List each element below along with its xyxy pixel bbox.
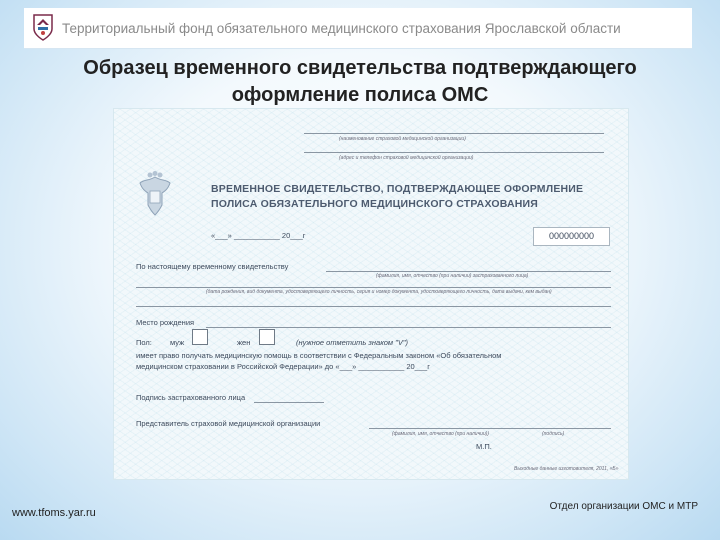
certificate-heading-line-2: ПОЛИСА ОБЯЗАТЕЛЬНОГО МЕДИЦИНСКОГО СТРАХОВАНИЯ bbox=[211, 198, 539, 210]
insurer-name-hint: (наименование страховой медицинской организации) bbox=[339, 136, 466, 142]
stamp-label: М.П. bbox=[476, 442, 492, 451]
fund-logo-icon bbox=[32, 13, 54, 41]
holder-label: По настоящему временному свидетельству bbox=[136, 262, 289, 271]
org-name: Территориальный фонд обязательного медицинского страхования Ярославской области bbox=[62, 21, 621, 36]
issuer-hint: Выходные данные изготовителя, 2011, «Б» bbox=[514, 466, 619, 472]
insurer-address-line bbox=[304, 152, 604, 153]
header-bar bbox=[24, 8, 692, 49]
serial-number: 000000000 bbox=[533, 227, 610, 246]
slide-title-line-2: оформление полиса ОМС bbox=[231, 84, 489, 106]
slide-title bbox=[70, 55, 650, 109]
rights-text-line-2: медицинском страховании в Российской Федерации» до «___» ___________ 20___г bbox=[136, 362, 430, 371]
male-checkbox[interactable] bbox=[192, 329, 208, 345]
holder-name-line bbox=[326, 271, 611, 272]
extra-data-line bbox=[136, 306, 611, 307]
holder-name-hint: (фамилия, имя, отчество (при наличии) застрахованного лица) bbox=[376, 273, 529, 279]
insured-signature-line bbox=[254, 402, 324, 403]
coat-of-arms-icon bbox=[136, 171, 174, 221]
birth-data-line bbox=[136, 287, 611, 288]
slide-title-line-1: Образец временного свидетельства подтверждающего bbox=[83, 57, 637, 79]
birthplace-line bbox=[206, 327, 611, 328]
birth-data-hint: (дата рождения, вид документа, удостоверяющего личность, серия и номер документа, удостоверяющего личность, дата выдачи, кем выдан) bbox=[206, 289, 552, 295]
certificate-heading-line-1: ВРЕМЕННОЕ СВИДЕТЕЛЬСТВО, ПОДТВЕРЖДАЮЩЕЕ ОФОРМЛЕНИЕ bbox=[211, 183, 584, 195]
insurer-name-line bbox=[304, 133, 604, 134]
female-label: жен bbox=[237, 338, 251, 347]
footer-department: Отдел организации ОМС и МТР bbox=[549, 501, 698, 512]
sex-hint: (нужное отметить знаком "V") bbox=[296, 338, 408, 347]
representative-name-hint: (фамилия, имя, отчество (при наличии)) bbox=[392, 431, 490, 437]
birthplace-label: Место рождения bbox=[136, 318, 195, 327]
issue-date-field: «___» ___________ 20___г bbox=[211, 231, 306, 240]
insurer-address-hint: (адрес и телефон страховой медицинской организации) bbox=[339, 155, 474, 161]
representative-sign-hint: (подпись) bbox=[542, 431, 565, 437]
representative-label: Представитель страховой медицинской организации bbox=[136, 419, 321, 428]
rights-text-line-1: имеет право получать медицинскую помощь в соответствии с Федеральным законом «Об обязательном bbox=[136, 351, 502, 360]
representative-line bbox=[369, 428, 611, 429]
insured-signature-label: Подпись застрахованного лица bbox=[136, 393, 246, 402]
certificate-sample bbox=[113, 108, 629, 480]
sex-label: Пол: bbox=[136, 338, 152, 347]
footer-url: www.tfoms.yar.ru bbox=[12, 507, 96, 519]
certificate-heading bbox=[211, 182, 611, 212]
male-label: муж bbox=[170, 338, 185, 347]
female-checkbox[interactable] bbox=[259, 329, 275, 345]
